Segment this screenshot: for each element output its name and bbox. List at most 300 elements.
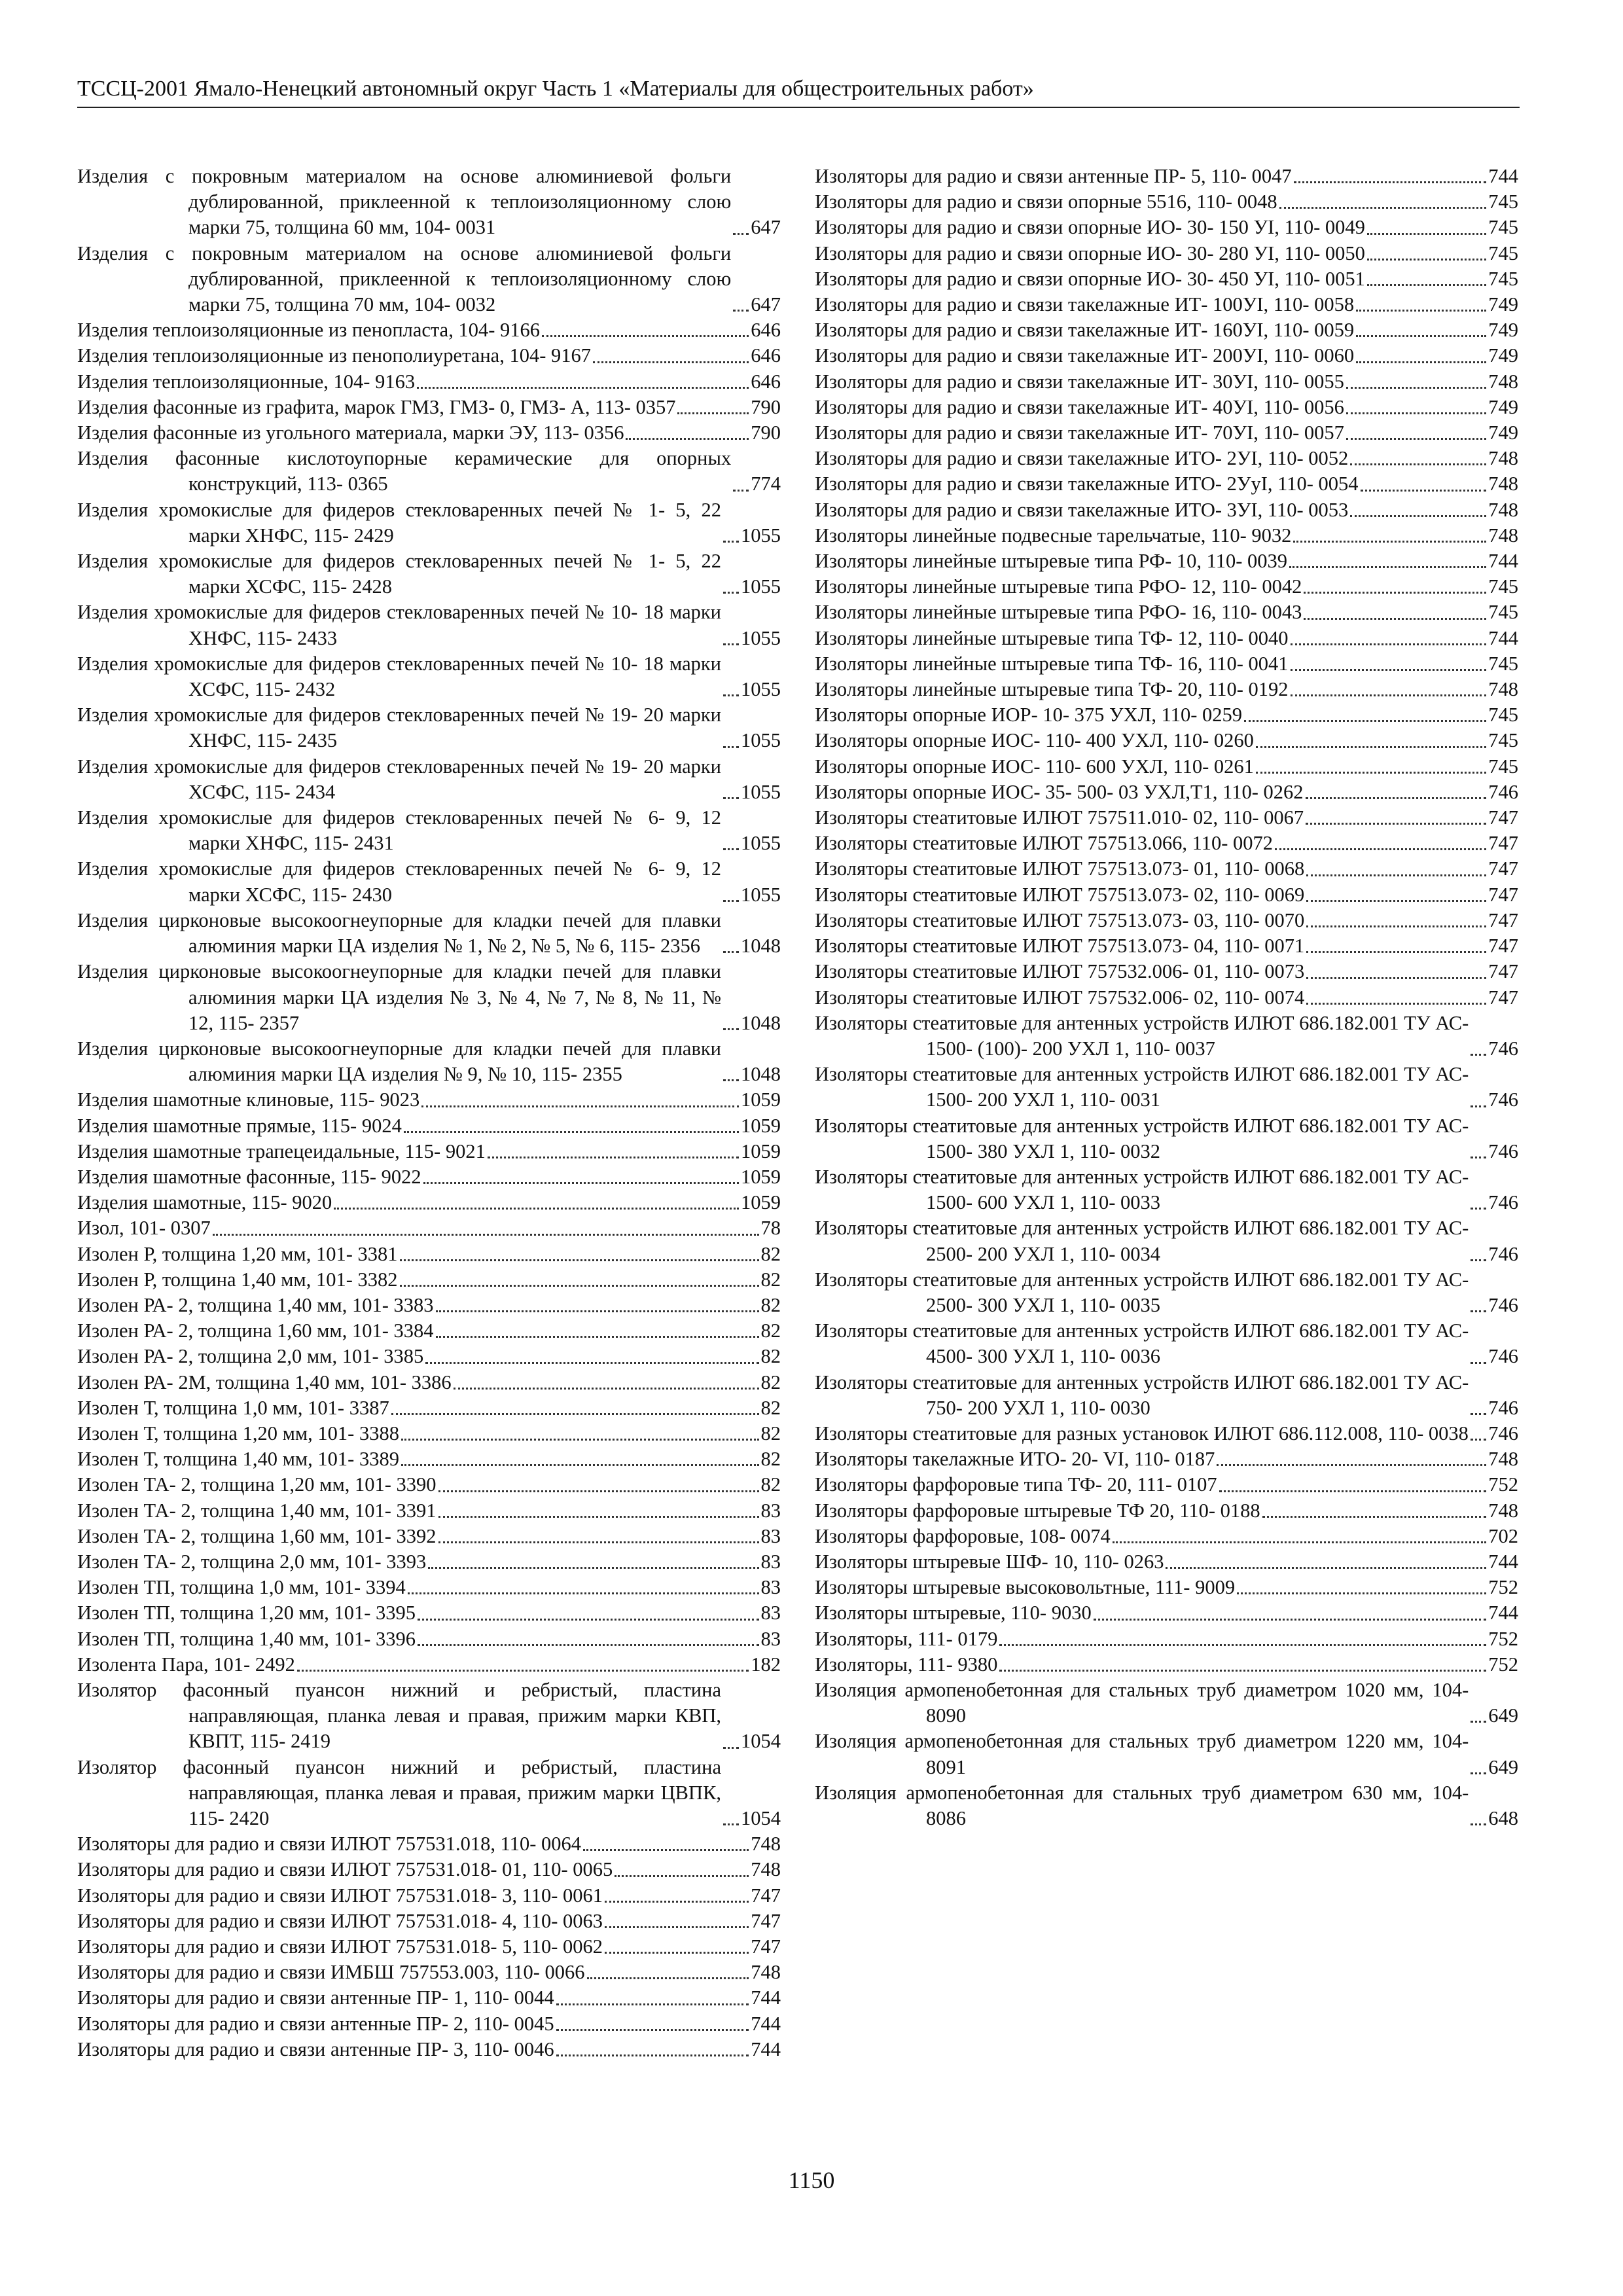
entry-text: Изоляторы линейные штыревые типа РФО- 12, 110- 0042: [815, 575, 1302, 598]
entry-text: Изделия шамотные трапецеидальные, 115- 9021: [77, 1139, 486, 1162]
entry-page-ref: 747: [751, 1884, 781, 1907]
entry-text: Изоляторы стеатитовые для антенных устройств ИЛЮТ 686.182.001 ТУ АС- 1500- (100)- 200 УХЛ 1, 110- 0037: [815, 1011, 1469, 1060]
entry-text: Изоляторы для радио и связи такелажные ИТО- 2УуI, 110- 0054: [815, 473, 1359, 495]
entry-page-ref: 748: [1488, 678, 1518, 701]
index-entry: [815, 266, 1518, 292]
index-entry: [815, 985, 1518, 1011]
entry-text: Изолен Р, толщина 1,20 мм, 101- 3381: [77, 1242, 398, 1265]
index-entry: [77, 702, 781, 753]
entry-page-ref: 748: [751, 1858, 781, 1881]
index-entry: [815, 292, 1518, 317]
dot-leader: [1356, 310, 1486, 312]
index-entry: [77, 1626, 781, 1652]
entry-page-ref: 746: [1488, 1191, 1518, 1214]
entry-page-ref: 1055: [741, 626, 781, 649]
index-entry: [815, 882, 1518, 908]
entry-page-ref: 748: [751, 1833, 781, 1856]
index-entry: [77, 856, 781, 907]
entry-text: Изоляция армопенобетонная для стальных труб диаметром 630 мм, 104- 8086: [815, 1781, 1469, 1829]
dot-leader: [733, 233, 749, 235]
entry-text: Изоляторы для радио и связи ИМБШ 757553.003, 110- 0066: [77, 1961, 585, 1984]
index-entry: [815, 1549, 1518, 1575]
entry-page-ref: 744: [1488, 626, 1518, 649]
entry-text: Изоляторы для радио и связи опорные ИО- 30- 150 УI, 110- 0049: [815, 216, 1365, 239]
entry-text: Изделия хромокислые для фидеров стекловаренных печей № 6- 9, 12 марки ХСФС, 115- 2430: [77, 857, 721, 906]
dot-leader: [1346, 438, 1486, 440]
entry-page-ref: 744: [1488, 165, 1518, 187]
entry-page-ref: 746: [1488, 1396, 1518, 1419]
dot-leader: [454, 1388, 759, 1390]
dot-leader: [438, 1516, 759, 1518]
entry-page-ref: 648: [1488, 1807, 1518, 1829]
dot-leader: [1306, 925, 1486, 927]
entry-page-ref: 647: [751, 216, 781, 239]
entry-page-ref: 749: [1488, 422, 1518, 444]
dot-leader: [1304, 618, 1486, 620]
dot-leader: [556, 2003, 749, 2005]
entry-text: Изоляторы для радио и связи такелажные ИТ- 70УI, 110- 0057: [815, 422, 1344, 444]
index-entry: [77, 1600, 781, 1626]
entry-text: Изолен ТП, толщина 1,20 мм, 101- 3395: [77, 1602, 416, 1624]
entry-text: Изделия хромокислые для фидеров стекловаренных печей № 19- 20 марки ХНФС, 115- 2435: [77, 704, 721, 752]
index-entry: [77, 1293, 781, 1318]
dot-leader: [723, 951, 739, 953]
index-entry: [815, 1318, 1518, 1369]
index-entry: [815, 471, 1518, 497]
index-entry: [815, 1524, 1518, 1549]
index-column-left: [77, 164, 781, 2062]
dot-leader: [723, 848, 739, 850]
dot-leader: [1262, 1516, 1487, 1518]
index-entry: [77, 1164, 781, 1190]
index-entry: [77, 343, 781, 368]
index-entry: [77, 1498, 781, 1524]
entry-page-ref: 82: [760, 1268, 781, 1291]
index-entry: [77, 548, 781, 600]
index-entry: [815, 497, 1518, 523]
entry-page-ref: 748: [1488, 447, 1518, 470]
entry-text: Изоляторы фарфоровые, 108- 0074: [815, 1524, 1111, 1547]
entry-page-ref: 749: [1488, 344, 1518, 367]
index-entry: [77, 497, 781, 548]
index-entry: [815, 420, 1518, 446]
entry-page-ref: 82: [760, 1396, 781, 1419]
index-entry: [815, 933, 1518, 959]
running-header: ТССЦ-2001 Ямало-Ненецкий автономный округ Часть 1 «Материалы для общестроительных работ»: [77, 75, 1520, 108]
entry-text: Изоляторы стеатитовые для антенных устройств ИЛЮТ 686.182.001 ТУ АС- 750- 200 УХЛ 1, 110- 0030: [815, 1371, 1469, 1419]
entry-text: Изделия фасонные кислотоупорные керамические для опорных конструкций, 113- 0365: [77, 447, 732, 495]
entry-page-ref: 745: [1488, 216, 1518, 239]
dot-leader: [1304, 592, 1486, 594]
index-entry: [815, 1164, 1518, 1215]
entry-text: Изоляторы линейные штыревые типа ТФ- 20, 110- 0192: [815, 678, 1289, 701]
dot-leader: [428, 1567, 758, 1569]
dot-leader: [605, 1926, 749, 1928]
entry-text: Изолен РА- 2, толщина 1,60 мм, 101- 3384: [77, 1319, 434, 1342]
dot-leader: [1471, 1772, 1486, 1774]
index-entry: [815, 1498, 1518, 1524]
dot-leader: [391, 1413, 759, 1415]
index-entry: [77, 164, 781, 241]
entry-page-ref: 747: [751, 1909, 781, 1932]
entry-page-ref: 82: [760, 1345, 781, 1368]
entry-page-ref: 182: [751, 1653, 781, 1676]
entry-page-ref: 744: [751, 2012, 781, 2035]
entry-text: Изоляторы для радио и связи опорные 5516, 110- 0048: [815, 190, 1277, 213]
entry-text: Изоляторы стеатитовые ИЛЮТ 757532.006- 01, 110- 0073: [815, 960, 1305, 983]
dot-leader: [1256, 772, 1486, 774]
index-entry: [815, 754, 1518, 780]
entry-page-ref: 82: [760, 1473, 781, 1496]
index-entry: [815, 215, 1518, 240]
dot-leader: [723, 1823, 739, 1825]
entry-page-ref: 1055: [741, 678, 781, 701]
entry-page-ref: 752: [1488, 1653, 1518, 1676]
entry-text: Изделия хромокислые для фидеров стекловаренных печей № 6- 9, 12 марки ХНФС, 115- 2431: [77, 806, 721, 855]
dot-leader: [615, 1875, 749, 1877]
entry-page-ref: 748: [751, 1961, 781, 1984]
entry-page-ref: 774: [751, 473, 781, 495]
index-entry: [815, 164, 1518, 189]
entry-text: Изоляторы стеатитовые для антенных устройств ИЛЮТ 686.182.001 ТУ АС- 1500- 380 УХЛ 1, 110- 0032: [815, 1114, 1469, 1162]
entry-page-ref: 646: [751, 344, 781, 367]
index-entry: [815, 395, 1518, 420]
entry-text: Изолен ТА- 2, толщина 1,60 мм, 101- 3392: [77, 1524, 437, 1547]
index-entry: [77, 1755, 781, 1832]
entry-text: Изолен РА- 2М, толщина 1,40 мм, 101- 3386: [77, 1371, 452, 1393]
dot-leader: [1471, 1259, 1486, 1261]
entry-text: Изол, 101- 0307: [77, 1217, 211, 1240]
entry-text: Изоляторы линейные штыревые типа РФ- 10, 110- 0039: [815, 550, 1287, 573]
entry-page-ref: 748: [1488, 370, 1518, 393]
index-entry: [77, 1446, 781, 1472]
entry-text: Изделия хромокислые для фидеров стекловаренных печей № 1- 5, 22 марки ХСФС, 115- 2428: [77, 550, 721, 598]
dot-leader: [1350, 463, 1486, 465]
index-entry: [77, 1524, 781, 1549]
index-entry: [815, 1062, 1518, 1113]
index-entry: [77, 1575, 781, 1600]
index-entry: [815, 446, 1518, 471]
dot-leader: [1293, 541, 1486, 543]
index-entry: [815, 831, 1518, 856]
index-entry: [77, 1087, 781, 1113]
entry-text: Изделия хромокислые для фидеров стекловаренных печей № 10- 18 марки ХНФС, 115- 2433: [77, 601, 721, 649]
entry-text: Изоляторы для радио и связи ИЛЮТ 757531.018, 110- 0064: [77, 1833, 582, 1856]
index-entry: [815, 1575, 1518, 1600]
dot-leader: [1471, 1439, 1486, 1441]
entry-page-ref: 649: [1488, 1755, 1518, 1778]
entry-text: Изделия теплоизоляционные из пенополиуретана, 104- 9167: [77, 344, 591, 367]
entry-text: Изоляторы для радио и связи такелажные ИТ- 200УI, 110- 0060: [815, 344, 1355, 367]
entry-text: Изделия теплоизоляционные, 104- 9163: [77, 370, 416, 393]
dot-leader: [1361, 490, 1487, 492]
index-entry: [815, 805, 1518, 831]
dot-leader: [1350, 515, 1486, 517]
index-entry: [77, 754, 781, 805]
entry-text: Изоляторы для радио и связи ИЛЮТ 757531.018- 5, 110- 0062: [77, 1935, 603, 1958]
index-entry: [77, 395, 781, 420]
dot-leader: [999, 1644, 1486, 1646]
entry-page-ref: 752: [1488, 1576, 1518, 1599]
dot-leader: [1356, 335, 1486, 337]
entry-page-ref: 744: [751, 1986, 781, 2009]
dot-leader: [1237, 1592, 1486, 1594]
dot-leader: [400, 1285, 759, 1287]
entry-text: Изоляторы штыревые, 110- 9030: [815, 1602, 1092, 1624]
entry-page-ref: 747: [1488, 960, 1518, 983]
dot-leader: [1291, 669, 1487, 671]
dot-leader: [542, 335, 749, 337]
entry-text: Изоляторы стеатитовые для разных установок ИЛЮТ 686.112.008, 110- 0038: [815, 1422, 1469, 1444]
entry-text: Изолен ТП, толщина 1,40 мм, 101- 3396: [77, 1627, 416, 1650]
dot-leader: [723, 694, 739, 696]
entry-text: Изделия цирконовые высокоогнеупорные для кладки печей для плавки алюминия марки ЦА изделия № 3, № 4, № 7, № 8, № 11, № 12, 115- 2357: [77, 960, 721, 1034]
index-entry: [77, 1472, 781, 1498]
index-entry: [77, 1960, 781, 1985]
dot-leader: [400, 1259, 759, 1261]
entry-page-ref: 746: [1488, 1422, 1518, 1444]
entry-page-ref: 83: [760, 1499, 781, 1522]
entry-page-ref: 745: [1488, 242, 1518, 264]
entry-page-ref: 747: [751, 1935, 781, 1958]
index-entry: [77, 446, 781, 497]
entry-page-ref: 1059: [741, 1165, 781, 1188]
index-entry: [77, 1036, 781, 1087]
entry-text: Изоляторы стеатитовые для антенных устройств ИЛЮТ 686.182.001 ТУ АС- 2500- 300 УХЛ 1, 110- 0035: [815, 1268, 1469, 1316]
dot-leader: [1217, 1464, 1486, 1466]
entry-page-ref: 83: [760, 1524, 781, 1547]
dot-leader: [1306, 874, 1486, 876]
index-entry: [815, 574, 1518, 600]
dot-leader: [593, 361, 749, 363]
dot-leader: [438, 1490, 759, 1492]
dot-leader: [401, 1439, 759, 1441]
entry-page-ref: 1055: [741, 780, 781, 803]
entry-text: Изделия хромокислые для фидеров стекловаренных печей № 10- 18 марки ХСФС, 115- 2432: [77, 652, 721, 701]
entry-page-ref: 646: [751, 370, 781, 393]
entry-text: Изделия цирконовые высокоогнеупорные для кладки печей для плавки алюминия марки ЦА изделия № 9, № 10, 115- 2355: [77, 1037, 721, 1086]
index-entry: [77, 241, 781, 318]
entry-text: Изоляторы для радио и связи ИЛЮТ 757531.018- 01, 110- 0065: [77, 1858, 613, 1881]
entry-page-ref: 752: [1488, 1627, 1518, 1650]
index-entry: [77, 1370, 781, 1395]
entry-text: Изделия с покровным материалом на основе алюминиевой фольги дублированной, приклеенной к теплоизоляционному слою марки 75, толщина 70 мм, 104- 0032: [77, 242, 732, 316]
index-entry: [77, 1831, 781, 1857]
index-entry: [815, 523, 1518, 548]
dot-leader: [1471, 1208, 1486, 1210]
entry-text: Изделия цирконовые высокоогнеупорные для кладки печей для плавки алюминия марки ЦА изделия № 1, № 2, № 5, № 6, 115- 2356: [77, 908, 721, 958]
entry-page-ref: 752: [1488, 1473, 1518, 1496]
dot-leader: [1275, 848, 1486, 850]
index-entry: [815, 1729, 1518, 1780]
entry-page-ref: 1055: [741, 575, 781, 598]
entry-text: Изоляторы для радио и связи ИЛЮТ 757531.018- 3, 110- 0061: [77, 1884, 603, 1907]
entry-page-ref: 746: [1488, 780, 1518, 803]
index-entry: [77, 1652, 781, 1677]
index-entry: [815, 1011, 1518, 1062]
dot-leader: [418, 1644, 758, 1646]
entry-text: Изоляторы, 111- 0179: [815, 1627, 998, 1650]
index-entry: [815, 1626, 1518, 1652]
dot-leader: [1306, 797, 1487, 799]
dot-leader: [723, 746, 739, 748]
dot-leader: [1471, 1413, 1486, 1415]
dot-leader: [1471, 1310, 1486, 1312]
entry-page-ref: 748: [1488, 473, 1518, 495]
dot-leader: [404, 1131, 739, 1133]
dot-leader: [334, 1208, 739, 1210]
dot-leader: [583, 1849, 749, 1851]
index-entry: [77, 1242, 781, 1267]
index-entry: [77, 908, 781, 959]
entry-text: Изоляторы стеатитовые ИЛЮТ 757513.073- 02, 110- 0069: [815, 883, 1305, 906]
entry-text: Изоляторы для радио и связи такелажные ИТ- 40УI, 110- 0056: [815, 395, 1344, 418]
entry-text: Изоляторы стеатитовые для антенных устройств ИЛЮТ 686.182.001 ТУ АС- 4500- 300 УХЛ 1, 110- 0036: [815, 1319, 1469, 1368]
entry-text: Изоляторы, 111- 9380: [815, 1653, 998, 1676]
entry-page-ref: 1048: [741, 1011, 781, 1034]
entry-text: Изоляторы для радио и связи антенные ПР- 2, 110- 0045: [77, 2012, 554, 2035]
index-entry: [77, 1190, 781, 1215]
entry-text: Изолен Т, толщина 1,0 мм, 101- 3387: [77, 1396, 389, 1419]
entry-text: Изоляторы стеатитовые ИЛЮТ 757513.073- 01, 110- 0068: [815, 857, 1305, 880]
entry-page-ref: 1055: [741, 524, 781, 547]
entry-text: Изоляторы стеатитовые ИЛЮТ 757513.066, 110- 0072: [815, 832, 1274, 855]
dot-leader: [999, 1670, 1486, 1672]
dot-leader: [1367, 259, 1486, 260]
index-entry: [77, 1421, 781, 1446]
entry-page-ref: 747: [1488, 806, 1518, 829]
entry-page-ref: 790: [751, 422, 781, 444]
index-entry: [815, 1421, 1518, 1446]
entry-page-ref: 82: [760, 1371, 781, 1393]
index-entry: [815, 728, 1518, 753]
dot-leader: [438, 1541, 759, 1543]
index-entry: [815, 343, 1518, 368]
dot-leader: [605, 1952, 749, 1954]
index-entry: [815, 626, 1518, 651]
entry-page-ref: 1059: [741, 1139, 781, 1162]
entry-page-ref: 745: [1488, 704, 1518, 726]
entry-page-ref: 702: [1488, 1524, 1518, 1547]
index-entry: [77, 1677, 781, 1755]
index-entry: [815, 677, 1518, 702]
entry-page-ref: 747: [1488, 883, 1518, 906]
index-entry: [815, 241, 1518, 266]
index-column-right: [815, 164, 1518, 1831]
index-entry: [77, 369, 781, 395]
dot-leader: [723, 643, 739, 645]
index-entry: [77, 2037, 781, 2062]
index-entry: [815, 1600, 1518, 1626]
entry-page-ref: 1055: [741, 729, 781, 752]
entry-text: Изоляция армопенобетонная для стальных труб диаметром 1020 мм, 104- 8090: [815, 1678, 1469, 1727]
index-entry: [77, 1857, 781, 1882]
entry-text: Изоляторы стеатитовые ИЛЮТ 757511.010- 02, 110- 0067: [815, 806, 1304, 829]
entry-text: Изоляторы линейные штыревые типа ТФ- 16, 110- 0041: [815, 652, 1289, 675]
entry-page-ref: 1055: [741, 883, 781, 906]
entry-page-ref: 78: [760, 1217, 781, 1240]
index-entry: [77, 1344, 781, 1369]
entry-text: Изделия хромокислые для фидеров стекловаренных печей № 1- 5, 22 марки ХНФС, 115- 2429: [77, 498, 721, 547]
dot-leader: [436, 1336, 759, 1338]
entry-text: Изоляция армопенобетонная для стальных труб диаметром 1220 мм, 104- 8091: [815, 1730, 1469, 1778]
dot-leader: [1294, 181, 1487, 183]
entry-page-ref: 1048: [741, 1063, 781, 1086]
entry-page-ref: 744: [751, 2037, 781, 2060]
index-entry: [77, 600, 781, 651]
entry-text: Изделия хромокислые для фидеров стекловаренных печей № 19- 20 марки ХСФС, 115- 2434: [77, 755, 721, 803]
dot-leader: [677, 412, 749, 414]
index-entry: [815, 702, 1518, 728]
entry-page-ref: 749: [1488, 293, 1518, 316]
entry-page-ref: 745: [1488, 729, 1518, 752]
index-entry: [815, 1446, 1518, 1472]
dot-leader: [723, 1747, 739, 1749]
index-entry: [815, 1267, 1518, 1318]
dot-leader: [723, 1079, 739, 1081]
dot-leader: [1471, 1054, 1486, 1056]
dot-leader: [1289, 566, 1486, 568]
entry-text: Изделия с покровным материалом на основе алюминиевой фольги дублированной, приклеенной к теплоизоляционному слою марки 75, толщина 60 мм, 104- 0031: [77, 165, 732, 239]
dot-leader: [1113, 1541, 1486, 1543]
entry-page-ref: 746: [1488, 1139, 1518, 1162]
entry-text: Изделия шамотные, 115- 9020: [77, 1191, 332, 1214]
entry-text: Изделия шамотные клиновые, 115- 9023: [77, 1088, 420, 1111]
index-entry: [77, 1909, 781, 1934]
entry-text: Изделия фасонные из графита, марок ГМЗ, ГМЗ- 0, ГМЗ- А, 113- 0357: [77, 395, 676, 418]
dot-leader: [733, 310, 749, 312]
entry-page-ref: 745: [1488, 755, 1518, 778]
entry-text: Изоляторы линейные подвесные тарельчатые, 110- 9032: [815, 524, 1292, 547]
entry-text: Изоляторы стеатитовые ИЛЮТ 757513.073- 03, 110- 0070: [815, 908, 1305, 931]
index-entry: [815, 1113, 1518, 1164]
entry-page-ref: 82: [760, 1319, 781, 1342]
entry-page-ref: 745: [1488, 190, 1518, 213]
entry-text: Изделия шамотные прямые, 115- 9024: [77, 1114, 402, 1137]
dot-leader: [1367, 233, 1486, 235]
dot-leader: [556, 2054, 749, 2056]
dot-leader: [587, 1977, 749, 1979]
dot-leader: [1471, 1105, 1486, 1107]
entry-text: Изолен РА- 2, толщина 2,0 мм, 101- 3385: [77, 1345, 424, 1368]
entry-text: Изоляторы такелажные ИТО- 20- VI, 110- 0187: [815, 1448, 1215, 1471]
entry-text: Изделия теплоизоляционные из пенопласта, 104- 9166: [77, 319, 540, 342]
entry-page-ref: 1054: [741, 1807, 781, 1829]
dot-leader: [1279, 207, 1487, 209]
entry-text: Изоляторы стеатитовые ИЛЮТ 757532.006- 02, 110- 0074: [815, 986, 1305, 1009]
entry-page-ref: 745: [1488, 601, 1518, 624]
entry-page-ref: 83: [760, 1550, 781, 1573]
entry-page-ref: 646: [751, 319, 781, 342]
dot-leader: [1306, 977, 1486, 979]
dot-leader: [723, 900, 739, 902]
entry-page-ref: 744: [1488, 1550, 1518, 1573]
index-entry: [77, 1318, 781, 1344]
dot-leader: [1356, 361, 1486, 363]
entry-text: Изоляторы опорные ИОС- 35- 500- 03 УХЛ,Т1, 110- 0262: [815, 780, 1304, 803]
dot-leader: [723, 1028, 739, 1030]
entry-page-ref: 745: [1488, 652, 1518, 675]
entry-text: Изоляторы опорные ИОР- 10- 375 УХЛ, 110- 0259: [815, 704, 1242, 726]
entry-page-ref: 745: [1488, 575, 1518, 598]
entry-text: Изолен ТА- 2, толщина 1,20 мм, 101- 3390: [77, 1473, 437, 1496]
index-entry: [77, 1934, 781, 1960]
entry-text: Изоляторы линейные штыревые типа ТФ- 12, 110- 0040: [815, 626, 1289, 649]
entry-page-ref: 747: [1488, 857, 1518, 880]
dot-leader: [626, 438, 749, 440]
entry-page-ref: 747: [1488, 935, 1518, 958]
index-entry: [77, 959, 781, 1036]
